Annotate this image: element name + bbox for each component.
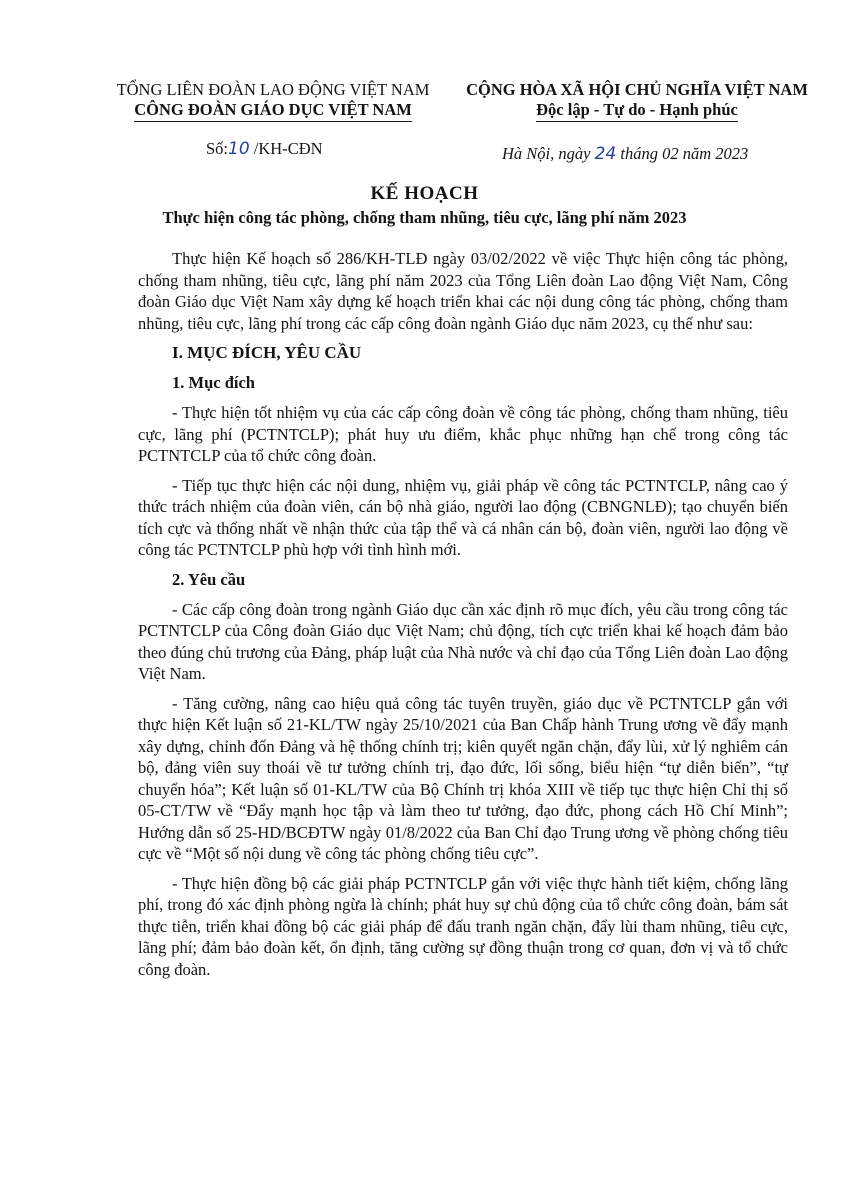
date-prefix: Hà Nội, ngày [502,144,591,163]
subsection-heading-requirements: 2. Yêu cầu [172,569,246,589]
date-suffix: tháng 02 năm 2023 [620,144,749,163]
doc-number-suffix: /KH-CĐN [253,139,323,158]
date-handwritten-day: 24 [594,144,617,164]
document-date [502,144,748,164]
section-heading-1: I. MỤC ĐÍCH, YÊU CẦU [172,343,362,362]
requirement-paragraph: - Các cấp công đoàn trong ngành Giáo dục cần xác định rõ mục đích, yêu cầu trong công tác PCTNTCLP của Công đoàn Giáo dục Việt Nam; chủ động, tích cực triển khai kế hoạch đảm bảo theo đúng chủ trương của Đảng, pháp luật của Nhà nước và chỉ đạo của Tổng Liên đoàn Lao động Việt Nam. [138,599,788,683]
requirement-paragraph: - Tăng cường, nâng cao hiệu quả công tác tuyên truyền, giáo dục về PCTNTCLP gắn với thực hiện Kết luận số 21-KL/TW ngày 25/10/2021 của Ban Chấp hành Trung ương về đẩy mạnh xây dựng, chỉnh đốn Đảng và hệ thống chính trị; kiên quyết ngăn chặn, đẩy lùi, xử lý nghiêm cán bộ, đảng viên suy thoái về tư tưởng chính trị, đạo đức, lối sống, biểu hiện “tự diễn biến”, “tự chuyển hóa”; Kết luận số 01-KL/TW của Bộ Chính trị khóa XIII về tiếp tục thực hiện Chỉ thị số 05-CT/TW về “Đẩy mạnh học tập và làm theo tư tưởng, đạo đức, phong cách Hồ Chí Minh”; Hướng dẫn số 25-HD/BCĐTW ngày 01/8/2022 của Ban Chỉ đạo Trung ương về phòng chống tiêu cực về “Một số nội dung về công tác phòng chống tiêu cực”. [138,693,788,863]
requirement-paragraph: - Thực hiện đồng bộ các giải pháp PCTNTCLP gắn với việc thực hành tiết kiệm, chống lãng phí, trong đó xác định phòng ngừa là chính; phát huy sự chủ động của tổ chức công đoàn, bám sát thực tiễn, triển khai đồng bộ các giải pháp để đấu tranh ngăn chặn, đẩy lùi tham nhũng, tiêu cực, lãng phí; đảm bảo đoàn kết, ổn định, tăng cường sự đồng thuận trong cơ quan, đơn vị và tổ chức công đoàn. [138,873,788,979]
purpose-paragraph: - Thực hiện tốt nhiệm vụ của các cấp công đoàn về công tác phòng, chống tham nhũng, tiêu cực, lãng phí (PCTNTCLP); phát huy ưu điểm, khắc phục những hạn chế trong công tác PCTNTCLP của tổ chức công đoàn. [138,403,788,465]
intro-paragraph: Thực hiện Kế hoạch số 286/KH-TLĐ ngày 03/02/2022 về việc Thực hiện công tác phòng, chống tham nhũng, tiêu cực, lãng phí năm 2023 của Tổng Liên đoàn Lao động Việt Nam, Công đoàn Giáo dục Việt Nam xây dựng kế hoạch triển khai các nội dung công tác phòng, chống tham nhũng, tiêu cực, lãng phí trong các cấp công đoàn ngành Giáo dục năm 2023, cụ thể như sau: [138,249,788,333]
doc-number-prefix: Số: [206,139,229,158]
document-body [138,248,788,988]
country-name: CỘNG HÒA XÃ HỘI CHỦ NGHĨA VIỆT NAM [466,80,808,99]
motto: Độc lập - Tự do - Hạnh phúc [536,100,738,122]
document-subtitle: Thực hiện công tác phòng, chống tham nhũng, tiêu cực, lãng phí năm 2023 [162,208,687,227]
issuing-organization [108,80,438,122]
org-name: CÔNG ĐOÀN GIÁO DỤC VIỆT NAM [134,100,412,122]
purpose-paragraph: - Tiếp tục thực hiện các nội dung, nhiệm vụ, giải pháp về công tác PCTNTCLP, nâng cao ý thức trách nhiệm của đoàn viên, cán bộ nhà giáo, người lao động (CBNGNLĐ); tạo chuyển biến tích cực và thống nhất về nhận thức của tập thể và cá nhân cán bộ, đoàn viên, người lao động về công tác PCTNTCLP phù hợp với tình hình mới. [138,475,788,559]
doc-number-handwritten: 10 [228,139,250,159]
document-number [206,139,323,159]
subsection-heading-purpose: 1. Mục đích [172,373,255,392]
document-title: KẾ HOẠCH [370,183,479,204]
national-motto [446,80,828,122]
org-parent-name: TỔNG LIÊN ĐOÀN LAO ĐỘNG VIỆT NAM [116,80,430,99]
